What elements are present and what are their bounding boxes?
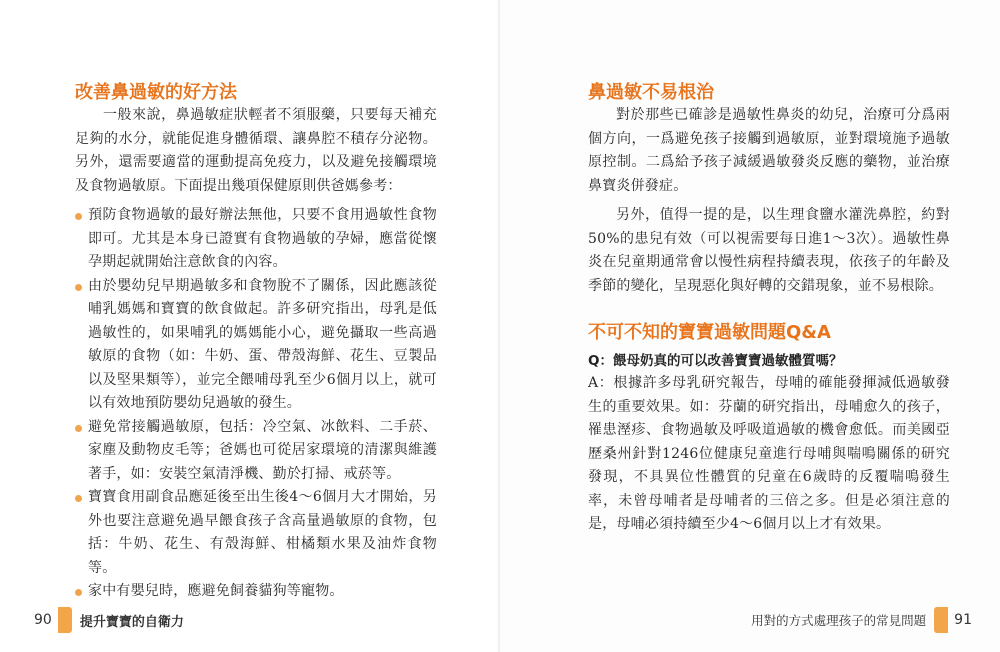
list-item: 家中有嬰兒時，應避免飼養貓狗等寵物。 [75, 580, 437, 604]
page-number: 91 [954, 612, 972, 628]
right-footer [751, 606, 972, 634]
right-paragraph-1: 對於那些已確診是過敏性鼻炎的幼兒，治療可分爲兩個方向，一爲避免孩子接觸到過敏原，並對環境施予過敏原控制。二爲給予孩子減緩過敏發炎反應的藥物，並治療鼻寶炎併發症。 [588, 107, 950, 194]
right-page [500, 0, 1000, 652]
bullet-dot-icon [75, 589, 82, 596]
chapter-tab-icon [934, 607, 948, 633]
list-item: 預防食物過敏的最好辦法無他，只要不食用過敏性食物即可。尤其是本身已證實有食物過敏的孕婦，應當從懷孕期起就開始注意飲食的內容。 [75, 204, 437, 275]
page-number: 90 [34, 612, 52, 628]
left-intro-paragraph: 一般來說，鼻過敏症狀輕者不須服藥，只要每天補充足夠的水分，就能促進身體循環、讓鼻腔不積存分泌物。另外，還需要適當的運動提高免疫力，以及避免接觸環境及食物過敏原。下面提出幾項保健原則供爸媽參考： [75, 107, 437, 194]
left-bullet-list [75, 204, 437, 604]
bullet-dot-icon [75, 425, 82, 432]
running-title: 提升寶寶的自衛力 [79, 614, 184, 630]
right-paragraph-2: 另外，值得一提的是，以生理食鹽水灌洗鼻腔，約對50%的患兒有效（可以視需要每日進1～3次）。過敏性鼻炎在兒童期通常會以慢性病程持續表現，依孩子的年齡及季節的變化，呈現惡化與好轉的交錯現象，並不易根除。 [588, 207, 950, 294]
right-heading-2: 不可不知的寶寶過敏問題Q&A [588, 322, 831, 343]
right-heading-1: 鼻過敏不易根治 [588, 82, 714, 103]
list-item: 避免常接觸過敏原，包括：冷空氣、冰飲料、二手菸、家塵及動物皮毛等；爸媽也可從居家環境的清潔與維護著手，如：安裝空氣清淨機、勤於打掃、戒菸等。 [75, 416, 437, 487]
chapter-tab-icon [58, 607, 72, 633]
qa-question: Q：餵母奶真的可以改善寶寶過敏體質嗎？ [588, 353, 843, 369]
list-item: 寶寶食用副食品應延後至出生後4～6個月大才開始，另外也要注意避免過早餵食孩子含高量過敏原的食物，包括：牛奶、花生、有殼海鮮、柑橘類水果及油炸食物等。 [75, 486, 437, 580]
left-heading: 改善鼻過敏的好方法 [75, 82, 237, 103]
bullet-dot-icon [75, 284, 82, 291]
qa-answer: A：根據許多母乳研究報告，母哺的確能發揮減低過敏發生的重要效果。如：芬蘭的研究指出，母哺愈久的孩子，罹患溼疹、食物過敏及呼吸道過敏的機會愈低。而美國亞歷桑州針對1246位健康兒童進行母哺與喘鳴關係的研究發現，不具異位性體質的兒童在6歲時的反覆喘鳴發生率，未曾母哺者是母哺者的三倍之多。但是必須注意的是，母哺必須持續至少4～6個月以上才有效果。 [588, 375, 950, 532]
bullet-dot-icon [75, 495, 82, 502]
running-title: 用對的方式處理孩子的常見問題 [751, 613, 927, 628]
list-item: 由於嬰幼兒早期過敏多和食物脫不了關係，因此應該從哺乳媽媽和寶寶的飲食做起。許多研究指出，母乳是低過敏性的，如果哺乳的媽媽能小心，避免攝取一些高過敏原的食物（如：牛奶、蛋、帶殼海鮮、花生、豆製品以及堅果類等），並完全餵哺母乳至少6個月以上，就可以有效地預防嬰幼兒過敏的發生。 [75, 275, 437, 416]
left-footer [34, 606, 184, 634]
bullet-dot-icon [75, 213, 82, 220]
